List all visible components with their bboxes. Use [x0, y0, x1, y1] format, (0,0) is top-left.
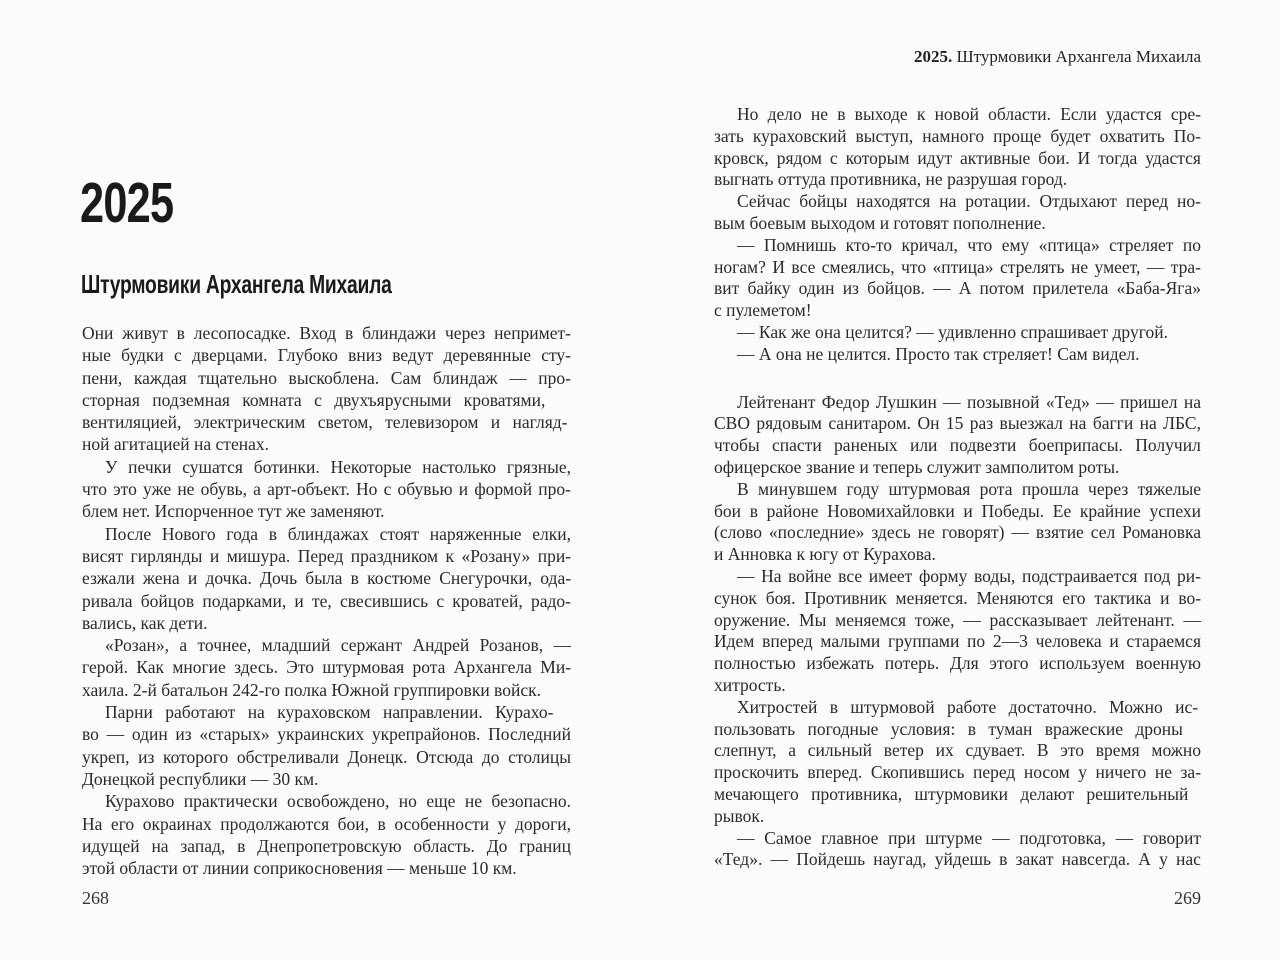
text-line: пользовать погодные условия: в туман вражеские дроны	[714, 718, 1183, 739]
paragraph	[714, 697, 1201, 828]
chapter-title-text: Штурмовики Архангела Михаила	[81, 269, 392, 299]
text-line: «Тед». — Пойдешь наугад, уйдешь в закат навсегда. А у нас	[714, 849, 1201, 870]
text-line: У печки сушатся ботинки. Некоторые настолько грязные,	[105, 456, 572, 477]
text-line: хитрость.	[714, 674, 786, 695]
text-line: этой области от линии соприкосновения — меньше 10 км.	[82, 858, 517, 879]
text-line: После Нового года в блиндажах стоят наряженные елки,	[105, 523, 571, 544]
text-line: Хитростей в штурмовой работе достаточно. Можно ис-	[737, 696, 1199, 717]
paragraph	[82, 790, 571, 879]
text-line: герой. Как многие здесь. Это штурмовая рота Архангела Ми-	[82, 657, 572, 678]
text-line: ной агитацией на стенах.	[82, 434, 269, 455]
chapter-number	[80, 171, 203, 235]
chapter-title	[81, 271, 501, 297]
paragraph	[714, 344, 1201, 366]
text-line: ные будки с дверцами. Глубоко вниз ведут деревянные сту-	[82, 345, 571, 366]
text-line: с пулеметом!	[714, 300, 812, 321]
paragraph	[714, 566, 1201, 697]
text-line: слепнут, а сильный ветер их сдувает. В это время можно	[714, 740, 1202, 761]
paragraph	[714, 235, 1201, 322]
text-line: и Анновка к югу от Курахова.	[714, 544, 936, 565]
paragraph	[82, 523, 571, 634]
text-line: зать кураховский выступ, намного проще будет охватить По-	[714, 125, 1201, 146]
text-line: На его окраинах продолжаются бои, в особенности у дороги,	[82, 813, 572, 834]
paragraph	[714, 392, 1201, 479]
text-line: — На войне все имеет форму воды, подстраивается под ри-	[737, 565, 1202, 586]
text-line: — Помнишь кто-то кричал, что ему «птица» стреляет по	[737, 234, 1201, 255]
text-line: оружение. Мы меняемся тоже, — рассказывает лейтенант. —	[714, 609, 1201, 630]
text-line: ногам? И все смеялись, что «птица» стрелять не умеет, — тра-	[714, 256, 1201, 277]
paragraph	[82, 456, 571, 523]
text-line: «Розан», а точнее, младший сержант Андрей Розанов, —	[105, 635, 571, 656]
text-line: вит байку один из бойцов. — А потом прилетела «Баба-Яга»	[714, 278, 1201, 299]
text-line: выгнать оттуда противника, не разрушая город.	[714, 169, 1068, 190]
text-line: рывок.	[714, 805, 765, 826]
text-line: висят гирлянды и мишура. Перед праздником к «Розану» при-	[82, 545, 572, 566]
text-line: блем нет. Испорченное тут же заменяют.	[82, 501, 385, 522]
text-line: — А она не целится. Просто так стреляет! Сам видел.	[737, 343, 1140, 364]
text-line: Идем вперед малыми группами по 2—3 человека и стараемся	[714, 631, 1201, 652]
text-line: Донецкой республики — 30 км.	[82, 768, 319, 789]
right-page-body	[714, 104, 1201, 871]
text-line: полностью избежать потерь. Для этого используем военную	[714, 653, 1201, 674]
text-line: — Самое главное при штурме — подготовка, — говорит	[737, 827, 1202, 848]
text-line: — Как же она целится? — удивленно спрашивает другой.	[737, 321, 1168, 342]
page-number-right: 269	[1174, 888, 1201, 908]
paragraph	[714, 104, 1201, 191]
paragraph	[82, 701, 571, 790]
text-line: Сейчас бойцы находятся на ротации. Отдыхают перед но-	[737, 191, 1201, 212]
page-number-left: 268	[82, 888, 109, 908]
text-line: Но дело не в выходе к новой области. Если удастся сре-	[737, 104, 1201, 124]
running-header-title: Штурмовики Архангела Михаила	[952, 47, 1201, 66]
text-line: бои в районе Новомихайловки и Победы. Ее крайние успехи	[714, 500, 1201, 521]
text-line: Курахово практически освобождено, но еще не безопасно.	[105, 791, 572, 812]
chapter-number-text: 2025	[80, 171, 174, 235]
text-line: вентиляцией, электрическим светом, телевизором и нагляд-	[82, 412, 568, 433]
text-line: езжали жена и дочка. Дочь была в костюме Снегурочки, ода-	[82, 568, 572, 589]
text-line: Они живут в лесопосадке. Вход в блиндажи через непримет-	[82, 323, 571, 343]
text-line: вались, как дети.	[82, 612, 208, 633]
text-line: Парни работают на кураховском направлении. Курахо-	[105, 702, 554, 723]
left-page-body	[82, 322, 571, 879]
paragraph	[714, 191, 1201, 235]
text-line: офицерское звание и теперь служит замполитом роты.	[714, 456, 1120, 477]
text-line: во — один из «старых» украинских укрепрайонов. Последний	[82, 724, 571, 745]
text-line: вым боевым выходом и готовят пополнение.	[714, 212, 1046, 233]
text-line: что это уже не обувь, а арт-объект. Но с обувью и формой про-	[82, 479, 571, 500]
paragraph	[714, 322, 1201, 344]
running-header-year: 2025.	[913, 47, 953, 66]
text-line: мечающего противника, штурмовики делают решительный	[714, 783, 1189, 804]
paragraph	[82, 634, 571, 701]
paragraph	[82, 322, 571, 456]
text-line: сунок боя. Противник меняется. Меняются его тактика и во-	[714, 587, 1202, 608]
text-line: чтобы спасти раненых или подвезти боеприпасы. Получил	[714, 435, 1201, 456]
text-line: кровск, рядом с которым идут активные бои. И тогда удастся	[714, 147, 1201, 168]
text-line: проскочить вперед. Скопившись перед носом у ничего не за-	[714, 762, 1202, 783]
text-line: укреп, из которого обстреливали Донецк. Отсюда до столицы	[82, 746, 572, 767]
paragraph	[714, 828, 1201, 872]
text-line: хаила. 2-й батальон 242-го полка Южной группировки войск.	[82, 679, 541, 700]
text-line: идущей на запад, в Днепропетровскую область. До границ	[82, 835, 571, 856]
running-header	[714, 47, 1201, 67]
text-line: пени, каждая тщательно выскоблена. Сам блиндаж — про-	[82, 367, 571, 388]
text-line: Лейтенант Федор Лушкин — позывной «Тед» — пришел на	[737, 391, 1202, 412]
text-line: СВО рядовым санитаром. Он 15 раз выезжал на багги на ЛБС,	[714, 413, 1201, 434]
text-line: В минувшем году штурмовая рота прошла через тяжелые	[737, 478, 1201, 499]
text-line: ривала бойцов подарками, и те, свесившись с кроватей, радо-	[82, 590, 571, 611]
text-line: сторная подземная комната с двухъярусными кроватями,	[82, 389, 546, 410]
paragraph	[714, 479, 1201, 566]
text-line: (слово «последние» здесь не говорят) — взятие сел Романовка	[714, 522, 1201, 543]
